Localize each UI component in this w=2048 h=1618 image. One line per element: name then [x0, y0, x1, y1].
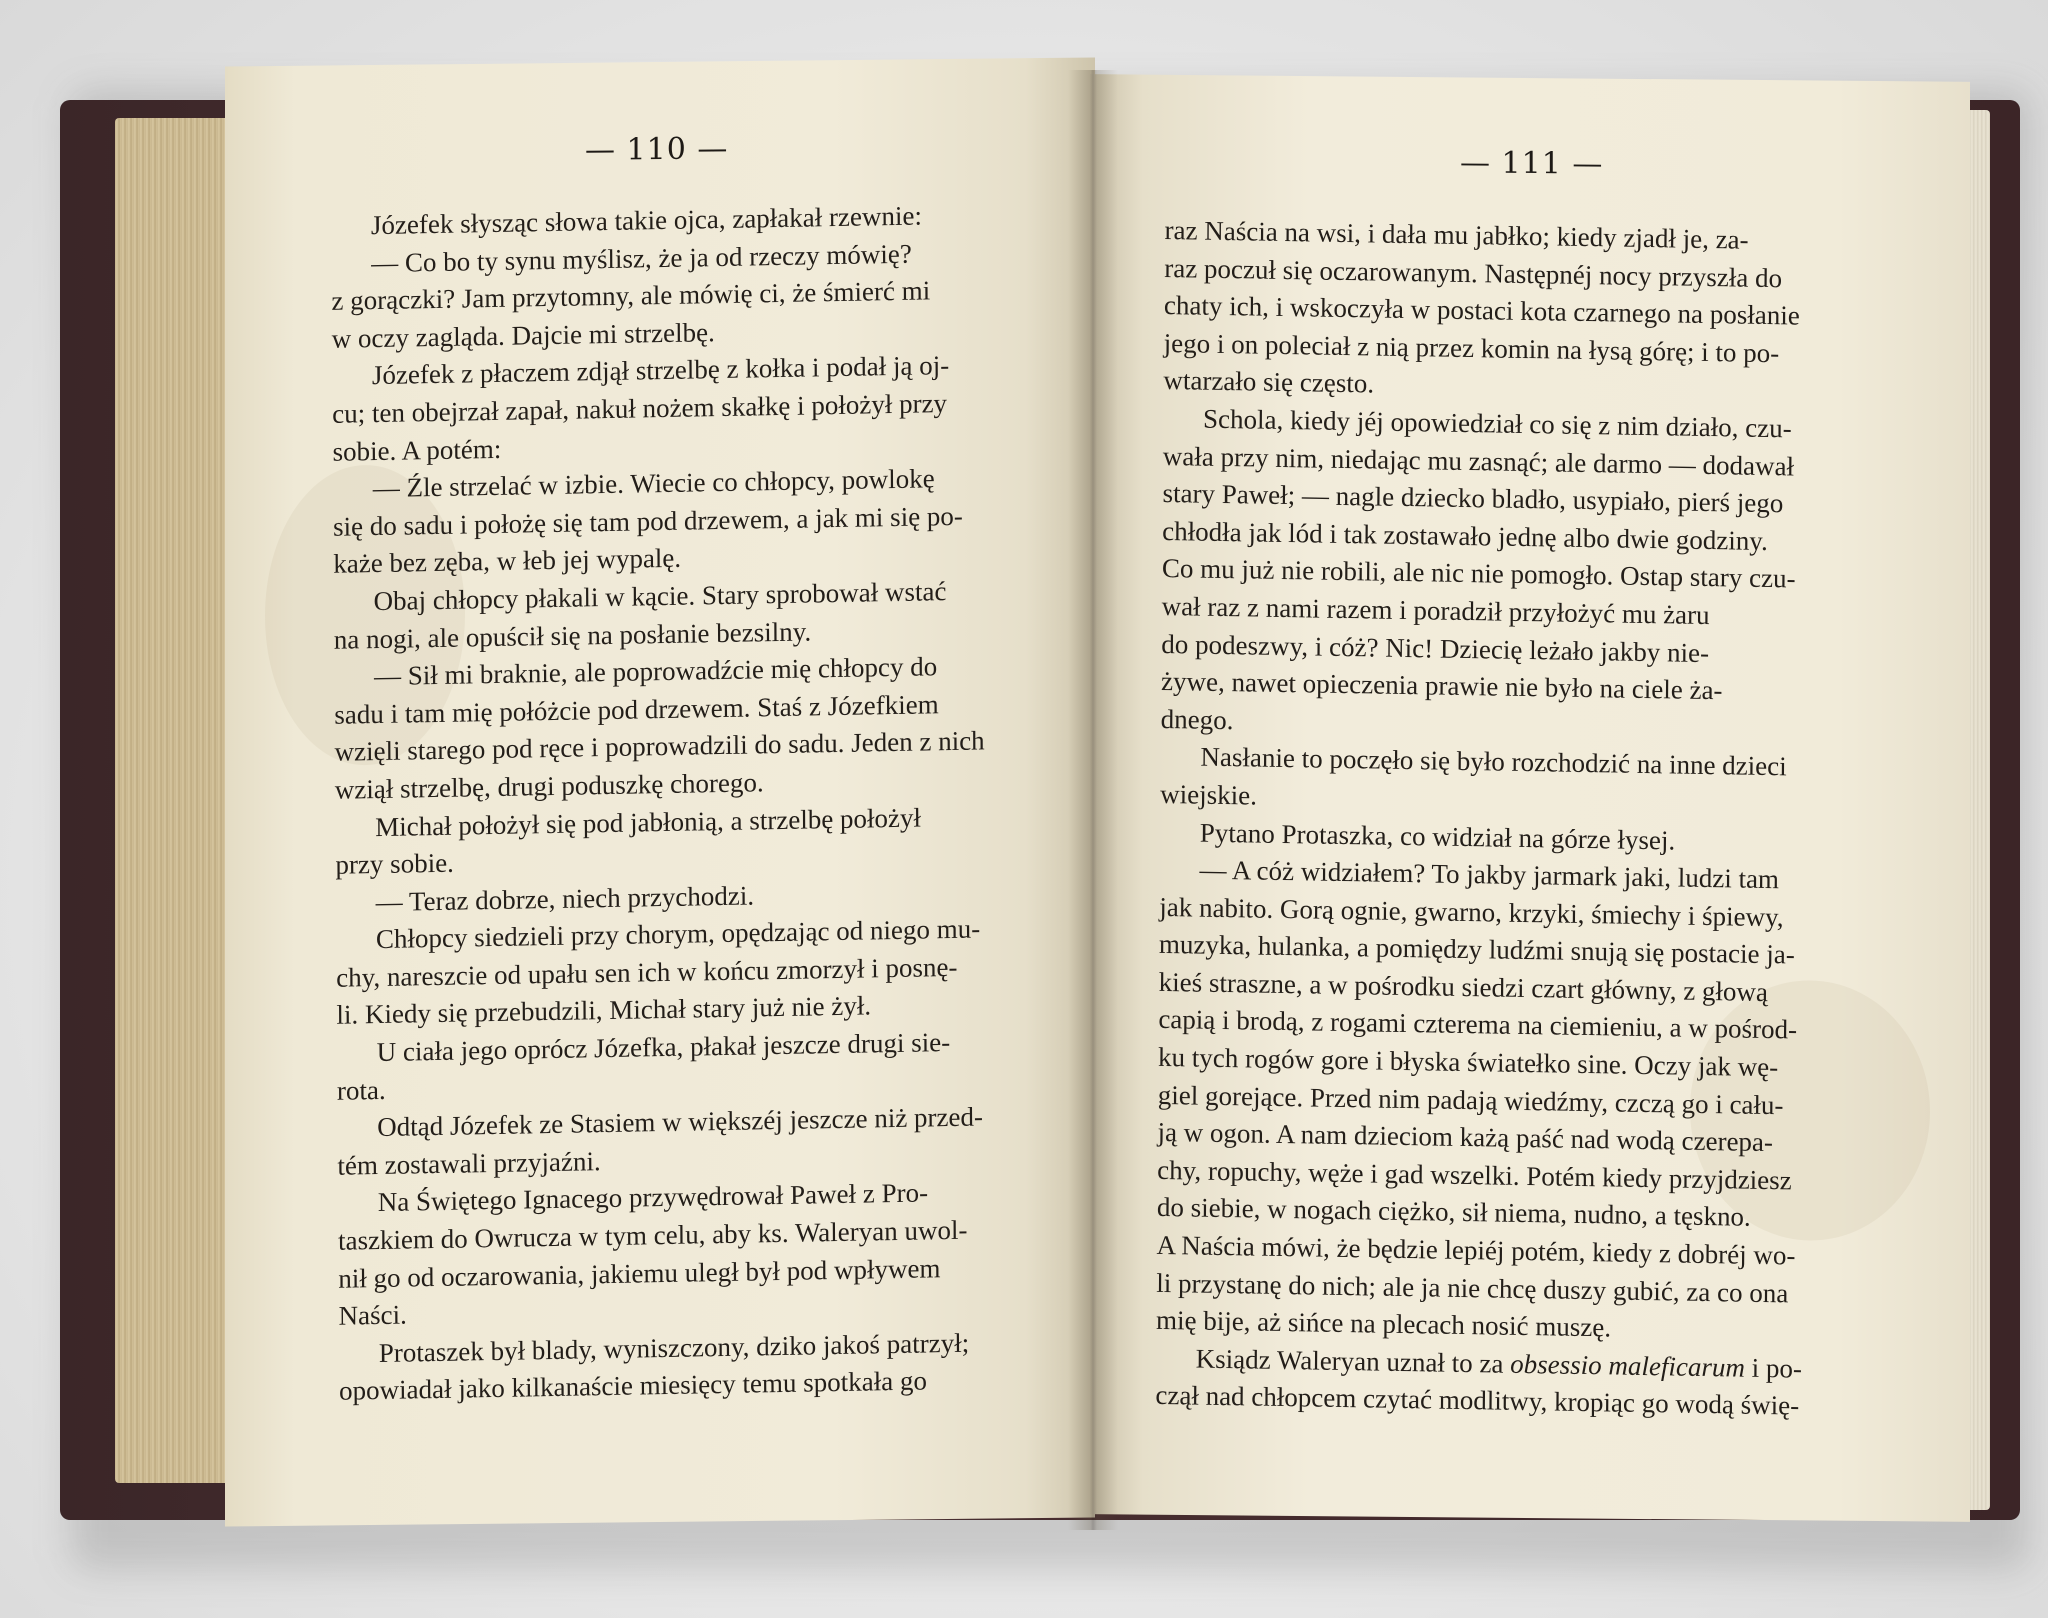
text-line: li przystanę do nich; ale ja nie chcę duszy gubić, za co ona: [1156, 1267, 1789, 1308]
text-line: w oczy zagląda. Dajcie mi strzelbę.: [331, 316, 715, 354]
text-line: chy, ropuchy, węże i gad wszelki. Potém kiedy przyjdziesz: [1157, 1154, 1792, 1196]
text-line: jak nabito. Gorą ognie, gwarno, krzyki, śmiechy i śpiewy,: [1159, 891, 1784, 932]
text-line: — Co bo ty synu myślisz, że ja od rzeczy mówię?: [371, 238, 912, 278]
text-line: Naści.: [338, 1299, 407, 1331]
text-line: Józefek słysząc słowa takie ojca, zapłakał rzewnie:: [370, 200, 923, 241]
text-line: mię bije, aż sińce na plecach nosić muszę.: [1155, 1305, 1612, 1343]
book-gutter: [1068, 70, 1118, 1530]
text-line: wzięli starego pod ręce i poprowadzili do sadu. Jeden z nich: [334, 725, 985, 768]
text-line: giel gorejące. Przed nim padają wiedźmy, czczą go i cału-: [1157, 1079, 1784, 1120]
text-line: opowiadał jako kilkanaście miesięcy temu spotkała go: [338, 1365, 928, 1407]
text-line: Chłopcy siedzieli przy chorym, opędzając od niego mu-: [375, 913, 981, 955]
text-line: wiejskie.: [1160, 778, 1258, 811]
text-line: sobie. A potém:: [332, 433, 502, 467]
text-line: cu; ten obejrzał zapał, nakuł nożem skałkę i położył przy: [332, 388, 948, 429]
text-line: Schola, kiedy jéj opowiedział co się z nim działo, czu-: [1202, 403, 1792, 444]
text-line: A Naścia mówi, że będzie lepiéj potém, kiedy z dobréj wo-: [1156, 1229, 1796, 1271]
text-line: — Sił mi braknie, ale poprowadźcie mię chłopcy do: [373, 651, 938, 692]
text-line: każe bez zęba, w łeb jej wypalę.: [333, 543, 682, 580]
text-line: rota.: [336, 1074, 386, 1106]
text-line: Michał położył się pod jabłonią, a strzelbę położył: [375, 802, 922, 842]
left-page-edges: [115, 118, 230, 1483]
text-line: taszkiem do Owrucza w tym celu, aby ks. Waleryan uwol-: [337, 1214, 968, 1256]
text-line: wziął strzelbę, drugi poduszkę chorego.: [334, 767, 764, 805]
text-fragment: Ksiądz Waleryan uznał to za: [1195, 1343, 1504, 1379]
text-line: Nasłanie to poczęło się było rozchodzić na inne dzieci: [1200, 741, 1787, 782]
left-page: [225, 57, 1095, 1526]
text-line: z gorączki? Jam przytomny, ale mówię ci, że śmierć mi: [331, 275, 931, 317]
text-line: dnego.: [1160, 703, 1234, 735]
text-line: wał raz z nami razem i poradził przyłożyć mu żaru: [1161, 590, 1710, 630]
text-fragment: i po-: [1751, 1352, 1803, 1384]
page-number-left: — 110 —: [585, 131, 729, 168]
text-line: raz Naścia na wsi, i dała mu jabłko; kiedy zjadł je, za-: [1164, 215, 1749, 255]
text-line: U ciała jego oprócz Józefka, płakał jeszcze drugi sie-: [376, 1027, 951, 1068]
text-line: Co mu już nie robili, ale nic nie pomogło. Ostap stary czu-: [1161, 553, 1796, 594]
text-line: do siebie, w nogach ciężko, sił niema, nudno, a tęskno.: [1156, 1192, 1751, 1233]
right-page-text: [1155, 212, 1884, 1427]
text-line: się do sadu i położę się tam pod drzewem, a jak mi się po-: [332, 500, 963, 542]
italic-phrase: obsessio maleficarum: [1510, 1348, 1746, 1383]
text-line: ku tych rogów gore i błyska światełko sine. Oczy jak wę-: [1157, 1041, 1779, 1083]
text-line: przy sobie.: [335, 847, 454, 880]
text-line: li. Kiedy się przebudzili, Michał stary już nie żył.: [336, 990, 872, 1031]
text-line: Protaszek był blady, wyniszczony, dziko jakoś patrzył;: [378, 1327, 970, 1368]
text-line: capią i brodą, z rogami czterema na ciemieniu, a w pośrod-: [1158, 1004, 1798, 1045]
text-line: sadu i tam mię połóżcie pod drzewem. Staś z Józefkiem: [334, 688, 939, 730]
text-line: muzyka, hulanka, a pomiędzy ludźmi snują się postacie ja-: [1158, 929, 1795, 970]
text-line: Odtąd Józefek ze Stasiem w większéj jeszcze niż przed-: [377, 1101, 984, 1143]
text-line: tém zostawali przyjaźni.: [337, 1145, 601, 1181]
text-line: Pytano Protaszka, co widział na górze łysej.: [1199, 817, 1676, 855]
text-line: chaty ich, i wskoczyła w postaci kota czarnego na posłanie: [1163, 290, 1800, 331]
text-line: wała przy nim, niedając mu zasnąć; ale darmo — dodawał: [1162, 440, 1795, 482]
text-line: — Teraz dobrze, niech przychodzi.: [375, 880, 755, 917]
left-page-text: [331, 196, 1019, 1411]
text-line: — A cóż widziałem? To jakby jarmark jaki, ludzi tam: [1199, 854, 1780, 895]
text-line: ją w ogon. A nam dzieciom każą paść nad wodą czerepa-: [1157, 1117, 1774, 1158]
text-line: wtarzało się często.: [1163, 365, 1375, 399]
text-line: — Źle strzelać w izbie. Wiecie co chłopcy, powlokę: [372, 463, 935, 504]
text-line: stary Paweł; — nagle dziecko bladło, usypiało, pierś jego: [1162, 478, 1784, 519]
text-line: Obaj chłopcy płakali w kącie. Stary sprobował wstać: [373, 576, 947, 617]
page-number-right: — 111 —: [1460, 145, 1604, 182]
right-page: [1090, 74, 1970, 1522]
text-line: Na Świętego Ignacego przywędrował Paweł z Pro-: [377, 1177, 929, 1218]
text-line: do podeszwy, i cóż? Nic! Dziecię leżało jakby nie-: [1161, 628, 1710, 668]
text-line: żywe, nawet opieczenia prawie nie było na ciele ża-: [1160, 666, 1723, 706]
text-line: chy, nareszcie od upału sen ich w końcu zmorzył i posnę-: [336, 951, 958, 993]
text-line: Józefek z płaczem zdjął strzelbę z kołka i podał ją oj-: [371, 350, 950, 391]
text-line: nił go od oczarowania, jakiemu uległ był pod wpływem: [338, 1252, 941, 1294]
text-line: na nogi, ale opuścił się na posłanie bezsilny.: [333, 615, 812, 655]
text-line: czął nad chłopcem czytać modlitwy, kropiąc go wodą świę-: [1155, 1380, 1800, 1421]
text-line: raz poczuł się oczarowanym. Następnéj nocy przyszła do: [1164, 252, 1783, 293]
text-line: jego i on poleciał z nią przez komin na łysą górę; i to po-: [1163, 327, 1780, 368]
text-line: kieś straszne, a w pośrodku siedzi czart główny, z głową: [1158, 966, 1769, 1007]
text-line: chłodła jak lód i tak zostawało jednę albo dwie godziny.: [1162, 515, 1768, 556]
